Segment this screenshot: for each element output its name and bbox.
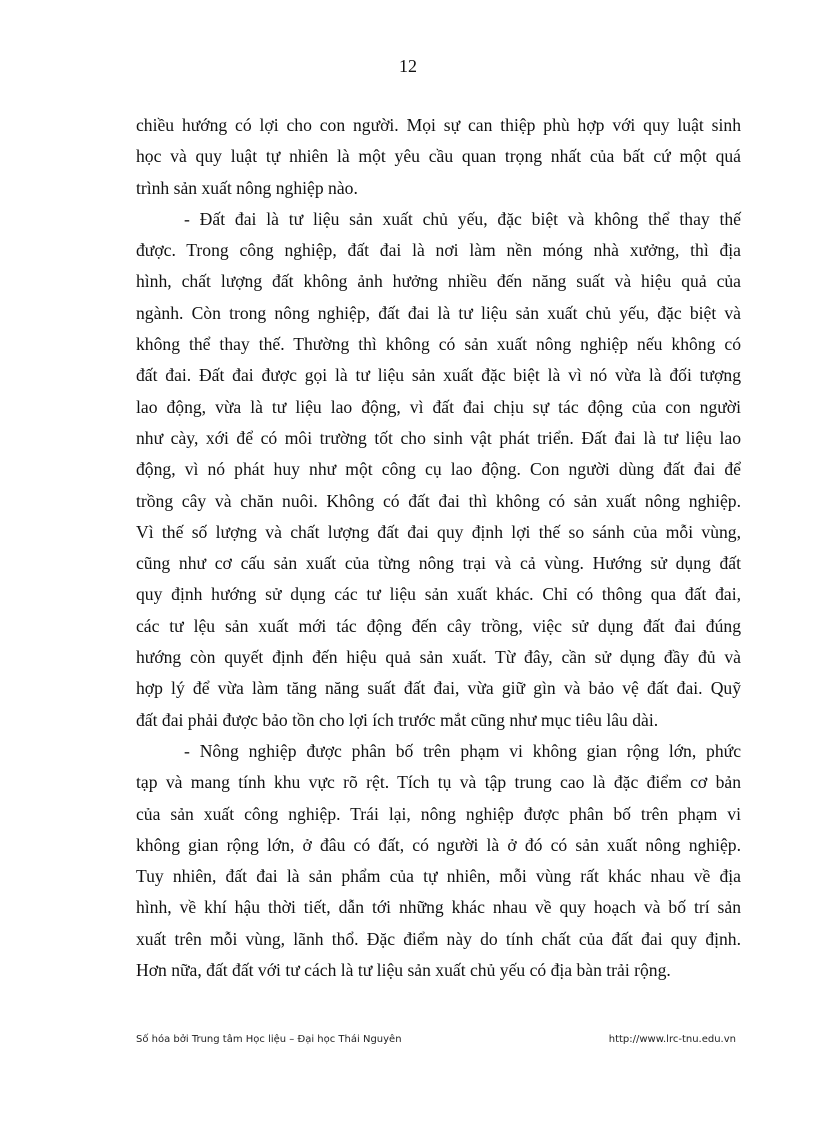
text-line: tạp và mang tính khu vực rõ rệt. Tích tụ và tập trung cao là đặc điểm cơ bản [136,772,741,793]
text-line: hợp lý để vừa làm tăng năng suất đất đai, vừa giữ gìn và bảo vệ đất đai. Quỹ [136,678,741,699]
text-line: không thể thay thế. Thường thì không có sản xuất nông nghiệp nếu không có [136,334,741,355]
text-line: quy định hướng sử dụng các tư liệu sản xuất khác. Chỉ có thông qua đất đai, [136,584,741,605]
text-line: lao động, vừa là tư liệu lao động, vì đất đai chịu sự tác động của con người [136,396,741,417]
text-line: động, vì nó phát huy như một công cụ lao động. Con người dùng đất đai để [136,459,741,480]
text-line: Hơn nữa, đất đất với tư cách là tư liệu sản xuất chủ yếu có địa bàn trải rộng. [136,960,671,981]
text-line: - Đất đai là tư liệu sản xuất chủ yếu, đặc biệt và không thể thay thế [184,208,741,229]
text-line: xuất trên mỗi vùng, lãnh thổ. Đặc điểm này do tính chất của đất đai quy định. [136,928,741,949]
footer-url[interactable]: http://www.lrc-tnu.edu.vn [608,1034,736,1045]
text-line: các tư lệu sản xuất mới tác động đến cây trồng, việc sử dụng đất đai đúng [136,615,741,636]
text-line: Vì thế số lượng và chất lượng đất đai quy định lợi thế so sánh của mỗi vùng, [136,521,741,542]
text-line: trồng cây và chăn nuôi. Không có đất đai thì không có sản xuất nông nghiệp. [136,490,741,511]
text-line: như cày, xới để có môi trường tốt cho sinh vật phát triển. Đất đai là tư liệu lao [136,427,741,448]
text-line: đất đai phải được bảo tồn cho lợi ích trước mắt cũng như mục tiêu lâu dài. [136,709,659,730]
text-line: ngành. Còn trong nông nghiệp, đất đai là tư liệu sản xuất chủ yếu, đặc biệt và [136,302,741,323]
text-line: chiều hướng có lợi cho con người. Mọi sự can thiệp phù hợp với quy luật sinh [136,115,741,135]
paragraph [136,204,741,736]
text-line: hướng còn quyết định đến hiệu quả sản xuất. Từ đây, cần sử dụng đầy đủ và [136,647,741,668]
paragraph [136,736,741,986]
paragraph [136,110,741,204]
text-line: hình, về khí hậu thời tiết, dẫn tới những khác nhau về quy hoạch và bố trí sản [136,897,741,918]
text-line: Tuy nhiên, đất đai là sản phẩm của tự nhiên, mỗi vùng rất khác nhau về địa [136,866,741,887]
text-line: học và quy luật tự nhiên là một yêu cầu quan trọng nhất của bất cứ một quá [136,146,741,167]
text-line: không gian rộng lớn, ở đâu có đất, có người là ở đó có sản xuất nông nghiệp. [136,834,741,855]
text-line: hình, chất lượng đất không ảnh hưởng nhiều đến năng suất và hiệu quả của [136,271,741,292]
text-line: cũng như cơ cấu sản xuất của từng nông trại và cả vùng. Hướng sử dụng đất [136,553,741,574]
text-line: đất đai. Đất đai được gọi là tư liệu sản xuất đặc biệt là vì nó vừa là đối tượng [136,365,741,386]
text-line: - Nông nghiệp được phân bố trên phạm vi không gian rộng lớn, phức [184,740,741,761]
page-number: 12 [399,56,417,76]
text-line: trình sản xuất nông nghiệp nào. [136,177,358,198]
text-line: của sản xuất công nghiệp. Trái lại, nông nghiệp được phân bố trên phạm vi [136,803,741,824]
document-body [136,110,741,986]
footer-credit: Số hóa bởi Trung tâm Học liệu – Đại học Thái Nguyên [136,1034,402,1045]
text-line: được. Trong công nghiệp, đất đai là nơi làm nền móng nhà xưởng, thì địa [136,240,741,261]
